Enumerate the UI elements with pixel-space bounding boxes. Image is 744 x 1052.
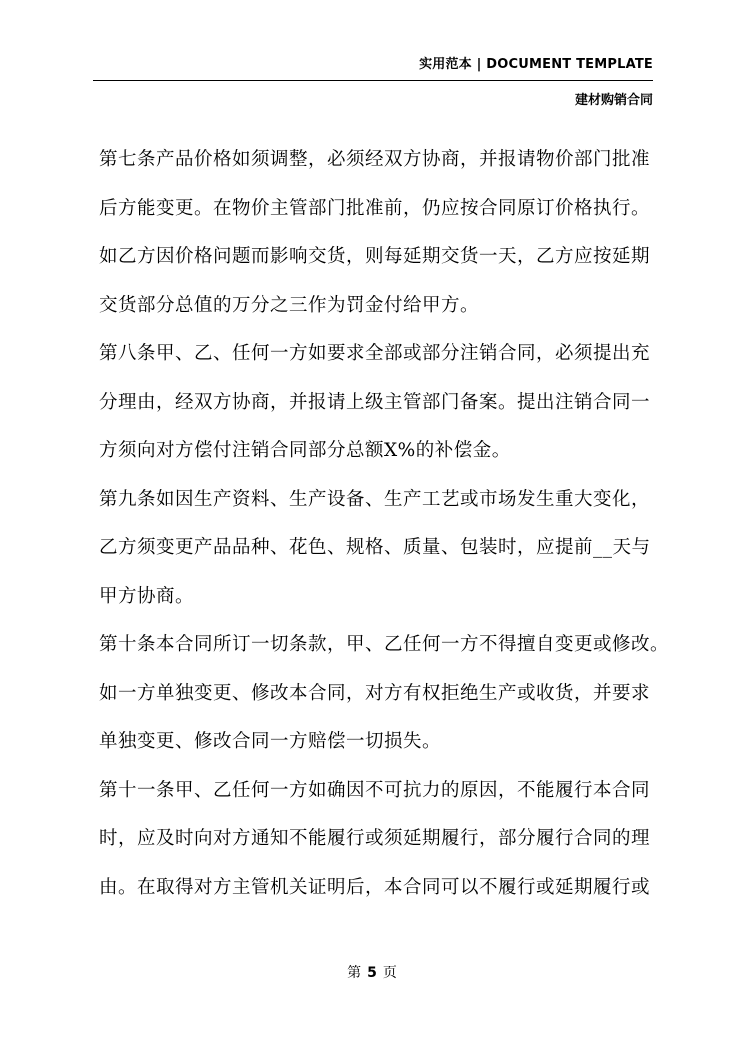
text-line: 交货部分总值的万分之三作为罚金付给甲方。 bbox=[99, 294, 480, 316]
page-number: 5 bbox=[367, 965, 377, 981]
text-line: 如乙方因价格问题而影响交货，则每延期交货一天，乙方应按延期 bbox=[99, 246, 651, 267]
text-line: 第七条产品价格如须调整，必须经双方协商，并报请物价部门批准 bbox=[99, 149, 651, 170]
text-line: 如一方单独变更、修改本合同，对方有权拒绝生产或收货，并要求 bbox=[99, 682, 651, 704]
footer-prefix: 第 bbox=[347, 965, 362, 981]
text-line: 单独变更、修改合同一方赔偿一切损失。 bbox=[99, 731, 442, 752]
header-document-template-label: 实用范本 | DOCUMENT TEMPLATE bbox=[419, 57, 653, 72]
text-line: 方须向对方偿付注销合同部分总额X%的补偿金。 bbox=[99, 440, 511, 461]
text-line: 第九条如因生产资料、生产设备、生产工艺或市场发生重大变化， bbox=[99, 488, 651, 510]
text-line: 第八条甲、乙、任何一方如要求全部或部分注销合同，必须提出充 bbox=[99, 343, 651, 364]
text-line: 第十条本合同所订一切条款，甲、乙任何一方不得擅自变更或修改。 bbox=[99, 634, 670, 655]
text-line: 第十一条甲、乙任何一方如确因不可抗力的原因，不能履行本合同 bbox=[99, 779, 651, 801]
text-line: 乙方须变更产品品种、花色、规格、质量、包装时，应提前__天与 bbox=[99, 537, 651, 558]
header-document-title: 建材购销合同 bbox=[574, 93, 653, 108]
text-line: 由。在取得对方主管机关证明后，本合同可以不履行或延期履行或 bbox=[99, 876, 651, 898]
page-footer bbox=[0, 962, 744, 982]
footer-suffix: 页 bbox=[382, 965, 397, 981]
text-line: 分理由，经双方协商，并报请上级主管部门备案。提出注销合同一 bbox=[99, 391, 651, 413]
page-header bbox=[0, 0, 744, 110]
text-line: 甲方协商。 bbox=[99, 585, 195, 607]
contract-body bbox=[99, 136, 670, 912]
header-divider bbox=[93, 80, 653, 81]
text-line: 后方能变更。在物价主管部门批准前，仍应按合同原订价格执行。 bbox=[99, 197, 651, 219]
text-line: 时，应及时向对方通知不能履行或须延期履行，部分履行合同的理 bbox=[99, 828, 651, 849]
